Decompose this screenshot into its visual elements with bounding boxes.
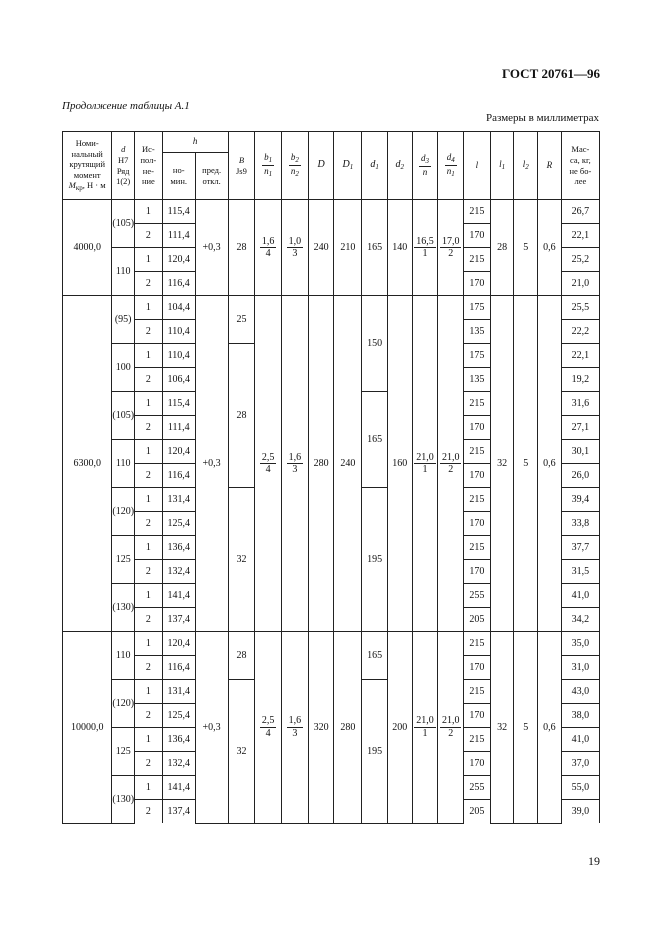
mass-cell: 31,0 (561, 656, 599, 680)
l-cell: 215 (464, 248, 491, 272)
h-cell: 137,4 (162, 608, 195, 632)
version-cell: 1 (135, 248, 163, 272)
h-cell: 136,4 (162, 728, 195, 752)
l-cell: 170 (464, 704, 491, 728)
l-cell: 215 (464, 488, 491, 512)
mass-cell: 55,0 (561, 776, 599, 800)
mass-cell: 41,0 (561, 584, 599, 608)
version-cell: 1 (135, 728, 163, 752)
l-cell: 205 (464, 800, 491, 824)
mass-cell: 30,1 (561, 440, 599, 464)
d1-cell: 165 (362, 392, 388, 488)
document-id: ГОСТ 20761—96 (501, 66, 600, 81)
mass-cell: 22,1 (561, 224, 599, 248)
h-cell: 110,4 (162, 344, 195, 368)
version-cell: 1 (135, 776, 163, 800)
d3-n-cell: $\frac{21,0}{1}$ (412, 632, 438, 824)
page-number: 19 (588, 854, 600, 868)
d1-cell: 150 (362, 296, 388, 392)
d-cell: 110 (112, 440, 135, 488)
h-cell: 111,4 (162, 416, 195, 440)
col-header-b2-n2: $\frac{b_2}{n_2}$ (282, 132, 309, 200)
version-cell: 2 (135, 800, 163, 824)
l1-cell: 28 (490, 200, 514, 296)
h-cell: 104,4 (162, 296, 195, 320)
d3-n-cell: $\frac{16,5}{1}$ (412, 200, 438, 296)
table-row (63, 632, 600, 656)
mass-cell: 22,1 (561, 344, 599, 368)
version-cell: 1 (135, 536, 163, 560)
l-cell: 255 (464, 584, 491, 608)
torque-cell: 10000,0 (63, 632, 112, 824)
version-cell: 2 (135, 512, 163, 536)
col-header-d4-n1: $\frac{d_4}{n_1}$ (438, 132, 464, 200)
col-header-b1-n1: $\frac{b_1}{n_1}$ (255, 132, 282, 200)
b2-n2-cell: $\frac{1,0}{3}$ (282, 200, 309, 296)
version-cell: 1 (135, 200, 163, 224)
l-cell: 135 (464, 320, 491, 344)
l-cell: 170 (464, 656, 491, 680)
version-cell: 1 (135, 296, 163, 320)
l-cell: 170 (464, 224, 491, 248)
B-cell: 32 (228, 488, 255, 632)
B-cell: 28 (228, 344, 255, 488)
mass-cell: 21,0 (561, 272, 599, 296)
version-cell: 2 (135, 656, 163, 680)
col-header-d3-n: $\frac{d_3}{n}$ (412, 132, 438, 200)
col-header-l1: $l_1$ (490, 132, 514, 200)
table-row (63, 200, 600, 224)
mass-cell: 43,0 (561, 680, 599, 704)
col-header-d: d H7 Ряд 1(2) (112, 132, 135, 200)
d1-cell: 195 (362, 680, 388, 824)
d1-cell: 195 (362, 488, 388, 632)
l2-cell: 5 (514, 296, 538, 632)
d-cell: 100 (112, 344, 135, 392)
version-cell: 2 (135, 752, 163, 776)
version-cell: 2 (135, 464, 163, 488)
version-cell: 2 (135, 272, 163, 296)
version-cell: 1 (135, 584, 163, 608)
col-header-d2: $d_2$ (387, 132, 412, 200)
l1-cell: 32 (490, 296, 514, 632)
mass-cell: 34,2 (561, 608, 599, 632)
l-cell: 205 (464, 608, 491, 632)
d2-cell: 200 (387, 632, 412, 824)
h-cell: 125,4 (162, 512, 195, 536)
d-cell: 125 (112, 536, 135, 584)
h-cell: 136,4 (162, 536, 195, 560)
b1-n1-cell: $\frac{2,5}{4}$ (255, 632, 282, 824)
mass-cell: 39,0 (561, 800, 599, 824)
version-cell: 2 (135, 416, 163, 440)
mass-cell: 37,0 (561, 752, 599, 776)
table-continuation-caption: Продолжение таблицы А.1 (62, 100, 190, 112)
version-cell: 2 (135, 608, 163, 632)
B-cell: 28 (228, 200, 255, 296)
R-cell: 0,6 (538, 200, 562, 296)
mass-cell: 37,7 (561, 536, 599, 560)
d-cell: 110 (112, 632, 135, 680)
D1-cell: 210 (334, 200, 362, 296)
col-header-version: Ис- пол- не- ние (135, 132, 163, 200)
mass-cell: 39,4 (561, 488, 599, 512)
h-cell: 116,4 (162, 272, 195, 296)
l1-cell: 32 (490, 632, 514, 824)
mass-cell: 31,6 (561, 392, 599, 416)
col-header-h-nom: но- мин. (162, 153, 195, 200)
d2-cell: 140 (387, 200, 412, 296)
l-cell: 170 (464, 416, 491, 440)
h-cell: 111,4 (162, 224, 195, 248)
h-cell: 131,4 (162, 680, 195, 704)
d-cell: (105) (112, 200, 135, 248)
D-cell: 280 (308, 296, 334, 632)
mass-cell: 25,2 (561, 248, 599, 272)
mass-cell: 19,2 (561, 368, 599, 392)
mass-cell: 31,5 (561, 560, 599, 584)
h-cell: 141,4 (162, 584, 195, 608)
h-cell: 116,4 (162, 464, 195, 488)
R-cell: 0,6 (538, 632, 562, 824)
h-cell: 120,4 (162, 248, 195, 272)
b1-n1-cell: $\frac{1,6}{4}$ (255, 200, 282, 296)
d4-n1-cell: $\frac{21,0}{2}$ (438, 632, 464, 824)
col-header-D1: $D_1$ (334, 132, 362, 200)
d2-cell: 160 (387, 296, 412, 632)
version-cell: 1 (135, 392, 163, 416)
torque-cell: 6300,0 (63, 296, 112, 632)
mass-cell: 33,8 (561, 512, 599, 536)
l-cell: 170 (464, 752, 491, 776)
version-cell: 2 (135, 368, 163, 392)
B-cell: 28 (228, 632, 255, 680)
B-cell: 32 (228, 680, 255, 824)
mass-cell: 27,1 (561, 416, 599, 440)
h-cell: 110,4 (162, 320, 195, 344)
d1-cell: 165 (362, 632, 388, 680)
mass-cell: 22,2 (561, 320, 599, 344)
h-limit-cell: +0,3 (195, 200, 228, 296)
h-cell: 132,4 (162, 752, 195, 776)
h-cell: 106,4 (162, 368, 195, 392)
version-cell: 2 (135, 224, 163, 248)
b1-n1-cell: $\frac{2,5}{4}$ (255, 296, 282, 632)
l-cell: 170 (464, 512, 491, 536)
mass-cell: 25,5 (561, 296, 599, 320)
units-note: Размеры в миллиметрах (486, 112, 599, 124)
coupling-dimensions-table (62, 131, 600, 824)
d-cell: (120) (112, 680, 135, 728)
h-cell: 116,4 (162, 656, 195, 680)
d-cell: (130) (112, 584, 135, 632)
l-cell: 175 (464, 344, 491, 368)
col-header-D: D (308, 132, 334, 200)
d-cell: (130) (112, 776, 135, 824)
l2-cell: 5 (514, 200, 538, 296)
h-limit-cell: +0,3 (195, 632, 228, 824)
torque-cell: 4000,0 (63, 200, 112, 296)
col-header-l2: $l_2$ (514, 132, 538, 200)
version-cell: 2 (135, 560, 163, 584)
D1-cell: 280 (334, 632, 362, 824)
version-cell: 2 (135, 704, 163, 728)
l-cell: 215 (464, 392, 491, 416)
col-header-R: R (538, 132, 562, 200)
l-cell: 215 (464, 632, 491, 656)
B-cell: 25 (228, 296, 255, 344)
version-cell: 1 (135, 680, 163, 704)
d4-n1-cell: $\frac{17,0}{2}$ (438, 200, 464, 296)
col-header-B: B Js9 (228, 132, 255, 200)
d-cell: 110 (112, 248, 135, 296)
l-cell: 175 (464, 296, 491, 320)
d4-n1-cell: $\frac{21,0}{2}$ (438, 296, 464, 632)
l-cell: 170 (464, 560, 491, 584)
mass-cell: 26,0 (561, 464, 599, 488)
l-cell: 215 (464, 440, 491, 464)
h-cell: 120,4 (162, 632, 195, 656)
mass-cell: 41,0 (561, 728, 599, 752)
version-cell: 1 (135, 440, 163, 464)
l-cell: 215 (464, 200, 491, 224)
l-cell: 215 (464, 728, 491, 752)
d-cell: 125 (112, 728, 135, 776)
h-cell: 141,4 (162, 776, 195, 800)
l-cell: 215 (464, 536, 491, 560)
d1-cell: 165 (362, 200, 388, 296)
l-cell: 170 (464, 272, 491, 296)
col-header-h-limit: пред. откл. (195, 153, 228, 200)
h-cell: 120,4 (162, 440, 195, 464)
l-cell: 215 (464, 680, 491, 704)
h-cell: 137,4 (162, 800, 195, 824)
l-cell: 135 (464, 368, 491, 392)
h-cell: 132,4 (162, 560, 195, 584)
l-cell: 255 (464, 776, 491, 800)
d-cell: (105) (112, 392, 135, 440)
h-limit-cell: +0,3 (195, 296, 228, 632)
b2-n2-cell: $\frac{1,6}{3}$ (282, 632, 309, 824)
version-cell: 2 (135, 320, 163, 344)
d3-n-cell: $\frac{21,0}{1}$ (412, 296, 438, 632)
col-header-torque: Номи- нальный крутящий момент $M_{кр}$, Н · м (63, 132, 112, 200)
table-row (63, 296, 600, 320)
h-cell: 131,4 (162, 488, 195, 512)
D-cell: 320 (308, 632, 334, 824)
col-header-d1: $d_1$ (362, 132, 388, 200)
h-cell: 115,4 (162, 200, 195, 224)
col-header-l: l (464, 132, 491, 200)
mass-cell: 35,0 (561, 632, 599, 656)
D-cell: 240 (308, 200, 334, 296)
R-cell: 0,6 (538, 296, 562, 632)
d-cell: (120) (112, 488, 135, 536)
table-body (63, 200, 600, 824)
b2-n2-cell: $\frac{1,6}{3}$ (282, 296, 309, 632)
version-cell: 1 (135, 344, 163, 368)
l2-cell: 5 (514, 632, 538, 824)
mass-cell: 38,0 (561, 704, 599, 728)
h-cell: 125,4 (162, 704, 195, 728)
version-cell: 1 (135, 488, 163, 512)
h-cell: 115,4 (162, 392, 195, 416)
d-cell: (95) (112, 296, 135, 344)
l-cell: 170 (464, 464, 491, 488)
mass-cell: 26,7 (561, 200, 599, 224)
col-header-mass: Мас- са, кг, не бо- лее (561, 132, 599, 200)
D1-cell: 240 (334, 296, 362, 632)
col-header-h: h (162, 132, 228, 153)
version-cell: 1 (135, 632, 163, 656)
